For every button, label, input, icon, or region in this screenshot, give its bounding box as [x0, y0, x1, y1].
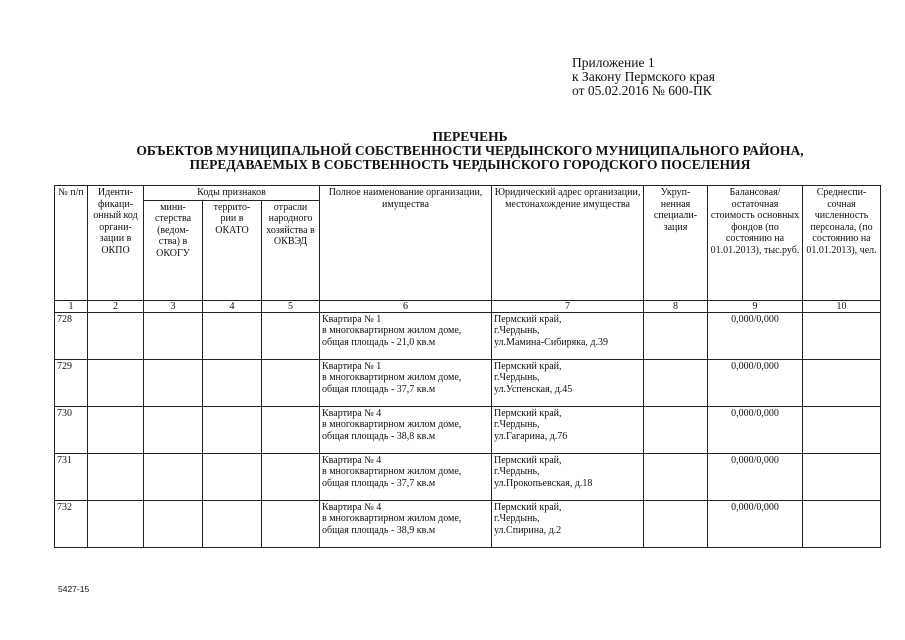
- address-line: ул.Спирина, д.2: [494, 524, 562, 536]
- address-line: Пермский край,: [494, 360, 562, 372]
- table-body: [55, 312, 881, 547]
- row-number-cell: 732: [55, 500, 88, 547]
- okogu-cell: [144, 406, 203, 453]
- okved-cell: [262, 359, 320, 406]
- column-number: 8: [644, 300, 708, 312]
- title-line-3: ПЕРЕДАВАЕМЫХ В СОБСТВЕННОСТЬ ЧЕРДЫНСКОГО ГОРОДСКОГО ПОСЕЛЕНИЯ: [189, 157, 751, 172]
- header-row: [55, 186, 881, 201]
- address-line: г.Чердынь,: [494, 513, 540, 524]
- specialization-cell: [644, 453, 708, 500]
- name-line: в многоквартирном жилом доме,: [322, 325, 462, 336]
- name-line: в многоквартирном жилом доме,: [322, 419, 462, 430]
- name-line: Квартира № 1: [322, 313, 382, 325]
- name-line: общая площадь - 21,0 кв.м: [322, 336, 436, 348]
- name-cell: [320, 359, 492, 406]
- okpo-cell: [88, 500, 144, 547]
- name-line: общая площадь - 38,9 кв.м: [322, 524, 436, 536]
- table-row: [55, 453, 881, 500]
- column-number: 2: [88, 300, 144, 312]
- staff-cell: [803, 359, 881, 406]
- specialization-cell: [644, 359, 708, 406]
- table-row: [55, 359, 881, 406]
- address-line: г.Чердынь,: [494, 419, 540, 430]
- balance-cell: 0,000/0,000: [708, 406, 803, 453]
- header-name: Полное наименование организации, имущества: [320, 186, 492, 301]
- specialization-cell: [644, 406, 708, 453]
- column-number: 1: [55, 300, 88, 312]
- table-row: [55, 500, 881, 547]
- balance-cell: 0,000/0,000: [708, 359, 803, 406]
- address-cell: [492, 312, 644, 359]
- address-cell: [492, 500, 644, 547]
- column-number: 7: [492, 300, 644, 312]
- address-line: ул.Гагарина, д.76: [494, 430, 568, 442]
- okpo-cell: [88, 359, 144, 406]
- title-line-2: ОБЪЕКТОВ МУНИЦИПАЛЬНОЙ СОБСТВЕННОСТИ ЧЕРДЫНСКОГО МУНИЦИПАЛЬНОГО РАЙОНА,: [136, 143, 804, 158]
- name-line: общая площадь - 37,7 кв.м: [322, 383, 436, 395]
- balance-cell: 0,000/0,000: [708, 312, 803, 359]
- header-specialization: Укруп- ненная специали- зация: [644, 186, 708, 301]
- okogu-cell: [144, 359, 203, 406]
- name-line: Квартира № 4: [322, 454, 382, 466]
- address-line: г.Чердынь,: [494, 466, 540, 477]
- staff-cell: [803, 500, 881, 547]
- staff-cell: [803, 312, 881, 359]
- name-cell: [320, 453, 492, 500]
- okved-cell: [262, 453, 320, 500]
- address-line: ул.Прокопьевская, д.18: [494, 477, 593, 489]
- column-number: 6: [320, 300, 492, 312]
- name-cell: [320, 406, 492, 453]
- header-address: Юридический адрес организации, местонахождение имущества: [492, 186, 644, 301]
- document-code: 5427-15: [58, 584, 90, 594]
- appendix-line: Приложение 1: [572, 55, 655, 70]
- address-cell: [492, 359, 644, 406]
- header-codes: Коды признаков: [144, 186, 320, 201]
- okato-cell: [203, 500, 262, 547]
- column-number: 4: [203, 300, 262, 312]
- staff-cell: [803, 453, 881, 500]
- address-line: Пермский край,: [494, 501, 562, 513]
- address-line: Пермский край,: [494, 313, 562, 325]
- okogu-cell: [144, 453, 203, 500]
- title-line-1: ПЕРЕЧЕНЬ: [432, 129, 508, 144]
- appendix-date-line: от 05.02.2016 № 600-ПК: [572, 83, 712, 98]
- specialization-cell: [644, 312, 708, 359]
- appendix-block: [572, 56, 715, 98]
- okpo-cell: [88, 406, 144, 453]
- header-num: № п/п: [55, 186, 88, 301]
- header-okved: отрасли народного хозяйства в ОКВЭД: [262, 200, 320, 300]
- name-cell: [320, 312, 492, 359]
- specialization-cell: [644, 500, 708, 547]
- table-row: [55, 312, 881, 359]
- row-number-cell: 730: [55, 406, 88, 453]
- column-number: 3: [144, 300, 203, 312]
- name-line: Квартира № 1: [322, 360, 382, 372]
- balance-cell: 0,000/0,000: [708, 500, 803, 547]
- name-line: в многоквартирном жилом доме,: [322, 466, 462, 477]
- column-number: 10: [803, 300, 881, 312]
- address-line: ул.Мамина-Сибиряка, д.39: [494, 336, 608, 348]
- header-okpo: Иденти- фикаци- онный код органи- зации в ОКПО: [88, 186, 144, 301]
- okpo-cell: [88, 453, 144, 500]
- okato-cell: [203, 312, 262, 359]
- address-line: ул.Успенская, д.45: [494, 383, 573, 395]
- property-table: [54, 185, 881, 548]
- okved-cell: [262, 500, 320, 547]
- appendix-law-line: к Закону Пермского края: [572, 69, 715, 84]
- name-line: Квартира № 4: [322, 407, 382, 419]
- address-line: г.Чердынь,: [494, 372, 540, 383]
- okato-cell: [203, 406, 262, 453]
- address-cell: [492, 453, 644, 500]
- header-okogu: мини- стерства (ведом- ства) в ОКОГУ: [144, 200, 203, 300]
- address-line: Пермский край,: [494, 407, 562, 419]
- table-row: [55, 406, 881, 453]
- document-title: [40, 130, 900, 172]
- column-number: 9: [708, 300, 803, 312]
- address-cell: [492, 406, 644, 453]
- name-line: в многоквартирном жилом доме,: [322, 513, 462, 524]
- okogu-cell: [144, 500, 203, 547]
- balance-cell: 0,000/0,000: [708, 453, 803, 500]
- column-number-row: [55, 300, 881, 312]
- okved-cell: [262, 312, 320, 359]
- column-number: 5: [262, 300, 320, 312]
- address-line: г.Чердынь,: [494, 325, 540, 336]
- okato-cell: [203, 453, 262, 500]
- okpo-cell: [88, 312, 144, 359]
- okato-cell: [203, 359, 262, 406]
- address-line: Пермский край,: [494, 454, 562, 466]
- row-number-cell: 728: [55, 312, 88, 359]
- okogu-cell: [144, 312, 203, 359]
- staff-cell: [803, 406, 881, 453]
- okved-cell: [262, 406, 320, 453]
- header-okato: террито- рии в ОКАТО: [203, 200, 262, 300]
- row-number-cell: 731: [55, 453, 88, 500]
- name-cell: [320, 500, 492, 547]
- row-number-cell: 729: [55, 359, 88, 406]
- name-line: Квартира № 4: [322, 501, 382, 513]
- name-line: общая площадь - 38,8 кв.м: [322, 430, 436, 442]
- header-staff: Среднеспи- сочная численность персонала, (по состоянию на 01.01.2013), чел.: [803, 186, 881, 301]
- header-balance: Балансовая/ остаточная стоимость основных фондов (по состоянию на 01.01.2013), тыс.руб.: [708, 186, 803, 301]
- name-line: в многоквартирном жилом доме,: [322, 372, 462, 383]
- name-line: общая площадь - 37,7 кв.м: [322, 477, 436, 489]
